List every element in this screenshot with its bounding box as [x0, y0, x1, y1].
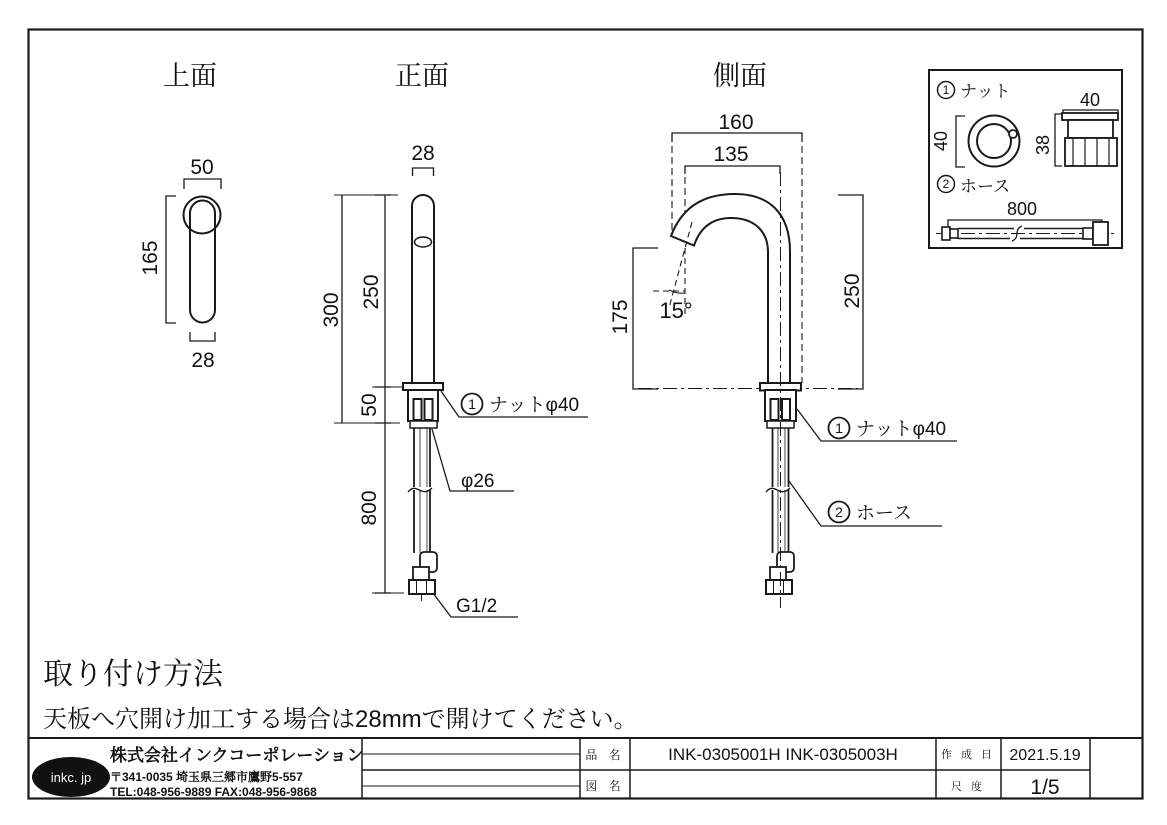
dim-line-top-28	[190, 332, 215, 341]
dim-line-side-175	[633, 248, 658, 389]
front-view-label: 正面	[395, 61, 449, 91]
dim-side-250: 250	[841, 273, 864, 309]
part-numbers: INK-0305001H INK-0305003H	[668, 745, 898, 764]
front-flange	[403, 383, 443, 390]
side-view	[609, 61, 957, 608]
side-hose-fitting	[770, 567, 786, 580]
dim-front-50: 50	[358, 393, 381, 417]
dim-hose-length: 800	[1006, 199, 1038, 219]
front-nut-collar	[410, 421, 437, 428]
side-callout-2-num: 2	[835, 504, 843, 520]
date-value: 2021.5.19	[1009, 747, 1081, 764]
company-name: 株式会社インクコーポレーション	[110, 746, 364, 765]
front-nut-slot	[425, 399, 433, 420]
dim-front-300: 300	[320, 292, 343, 328]
company-address: 〒341-0035 埼玉県三郷市鷹野5-557	[110, 770, 303, 784]
side-spout-body	[671, 194, 790, 383]
detail-nut-notch	[1009, 130, 1017, 138]
top-view-spout-outline	[190, 201, 215, 323]
dim-line-top-165	[166, 196, 176, 323]
detail-1-num: 1	[942, 83, 950, 97]
dim-line-side-160	[672, 133, 802, 142]
top-view	[139, 61, 221, 372]
company-tel-fax: TEL:048-956-9889 FAX:048-956-9868	[110, 785, 317, 799]
dim-top-165: 165	[139, 240, 162, 276]
install-note-heading: 取り付け方法	[43, 658, 223, 691]
detail-nut-body	[1068, 120, 1113, 138]
front-spout-body	[412, 195, 434, 383]
dim-line-hose-800	[948, 220, 1102, 227]
detail-hose-label: ホース	[960, 177, 1011, 196]
dim-line-nut-od	[956, 116, 965, 167]
detail-nut-flange	[1062, 113, 1118, 120]
install-note-body: 天板へ穴開け加工する場合は28mmで開けてください。	[43, 706, 638, 733]
side-hose-hex-nut	[766, 580, 792, 594]
front-callout-thread: G1/2	[456, 596, 498, 617]
dim-line-nut-height	[1055, 114, 1062, 166]
dim-side-135: 135	[713, 143, 749, 166]
part-name-label: 品 名	[585, 748, 625, 762]
dim-side-175: 175	[609, 299, 632, 335]
side-nut-slot	[771, 399, 779, 420]
dim-side-160: 160	[718, 111, 754, 134]
detail-hose-drawing	[936, 222, 1114, 245]
front-callout-nut-label: ナットφ40	[489, 395, 580, 416]
side-view-label: 側面	[713, 61, 767, 91]
dim-nut-width: 40	[1079, 90, 1101, 110]
drawing-name-label: 図 名	[585, 779, 625, 793]
dim-line-front-28	[413, 168, 434, 176]
date-label: 作 成 日	[940, 749, 996, 761]
dim-line-top-50	[184, 179, 221, 189]
front-callout-1-num: 1	[468, 396, 476, 412]
dim-front-28: 28	[411, 142, 435, 165]
detail-2-num: 2	[942, 177, 950, 191]
title-block	[29, 738, 1143, 799]
dim-top-50: 50	[190, 156, 214, 179]
detail-nut-inner-circle	[977, 124, 1011, 158]
front-hose-hex-nut	[409, 580, 435, 594]
dim-side-angle: 15°	[659, 298, 693, 323]
dim-nut-height: 38	[1033, 134, 1053, 156]
dim-nut-od: 40	[931, 130, 951, 152]
front-view	[320, 61, 588, 617]
side-callout-1-num: 1	[835, 420, 843, 436]
dim-front-250: 250	[360, 274, 383, 310]
front-hose	[408, 428, 432, 553]
side-callout-hose-label: ホース	[856, 503, 913, 524]
front-nut-slot	[414, 399, 422, 420]
scale-label: 尺 度	[950, 781, 986, 793]
side-nut-slot	[782, 399, 790, 420]
dim-top-28: 28	[191, 349, 215, 372]
scale-value: 1/5	[1030, 776, 1060, 799]
detail-nut-label: ナット	[960, 82, 1011, 101]
front-hose-fitting	[413, 567, 429, 580]
dim-front-800: 800	[358, 490, 381, 526]
front-callout-dia: φ26	[461, 471, 495, 492]
company-logo-text: inkc. jp	[50, 770, 92, 785]
top-view-label: 上面	[163, 61, 217, 91]
side-hose	[766, 428, 790, 553]
side-callout-nut-label: ナットφ40	[856, 419, 947, 440]
parts-detail-box	[929, 70, 1122, 248]
dim-line-side-135	[685, 166, 780, 174]
